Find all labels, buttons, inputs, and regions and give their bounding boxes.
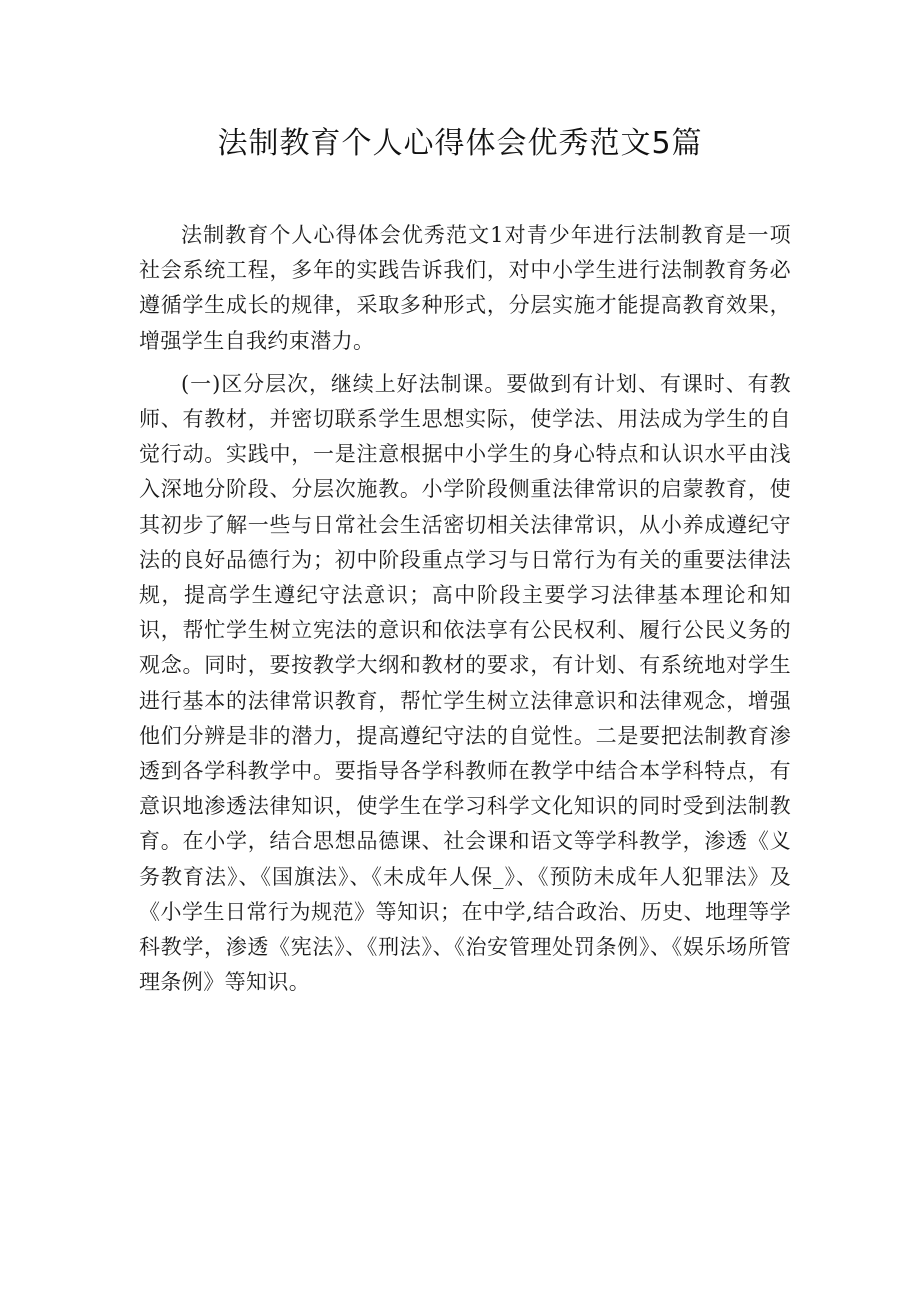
paragraph-section-one: (一)区分层次，继续上好法制课。要做到有计划、有课时、有教师、有教材，并密切联系学生思想实际，使学法、用法成为学生的自觉行动。实践中，一是注意根据中小学生的身心特点和认识水平由浅入深地分阶段、分层次施教。小学阶段侧重法律常识的启蒙教育，使其初步了解一些与日常社会生活密切相关法律常识，从小养成遵纪守法的良好品德行为；初中阶段重点学习与日常行为有关的重要法律法规，提高学生遵纪守法意识；高中阶段主要学习法律基本理论和知识，帮忙学生树立宪法的意识和依法享有公民权利、履行公民义务的观念。同时，要按教学大纲和教材的要求，有计划、有系统地对学生进行基本的法律常识教育，帮忙学生树立法律意识和法律观念，增强他们分辨是非的潜力，提高遵纪守法的自觉性。二是要把法制教育渗透到各学科教学中。要指导各学科教师在教学中结合本学科特点，有意识地渗透法律知识，使学生在学习科学文化知识的同时受到法制教育。在小学，结合思想品德课、社会课和语文等学科教学，渗透《义务教育法》、《国旗法》、《未成年人保_》、《预防未成年人犯罪法》及《小学生日常行为规范》等知识；在中学,结合政治、历史、地理等学科教学，渗透《宪法》、《刑法》、《治安管理处罚条例》、《娱乐场所管理条例》等知识。 — [139, 371, 791, 995]
document-title: 法制教育个人心得体会优秀范文5篇 — [217, 126, 703, 161]
paragraph-intro: 法制教育个人心得体会优秀范文1对青少年进行法制教育是一项社会系统工程，多年的实践告诉我们，对中小学生进行法制教育务必遵循学生成长的规律，采取多种形式，分层实施才能提高教育效果，增强学生自我约束潜力。 — [139, 223, 791, 353]
document-body — [139, 218, 791, 1008]
